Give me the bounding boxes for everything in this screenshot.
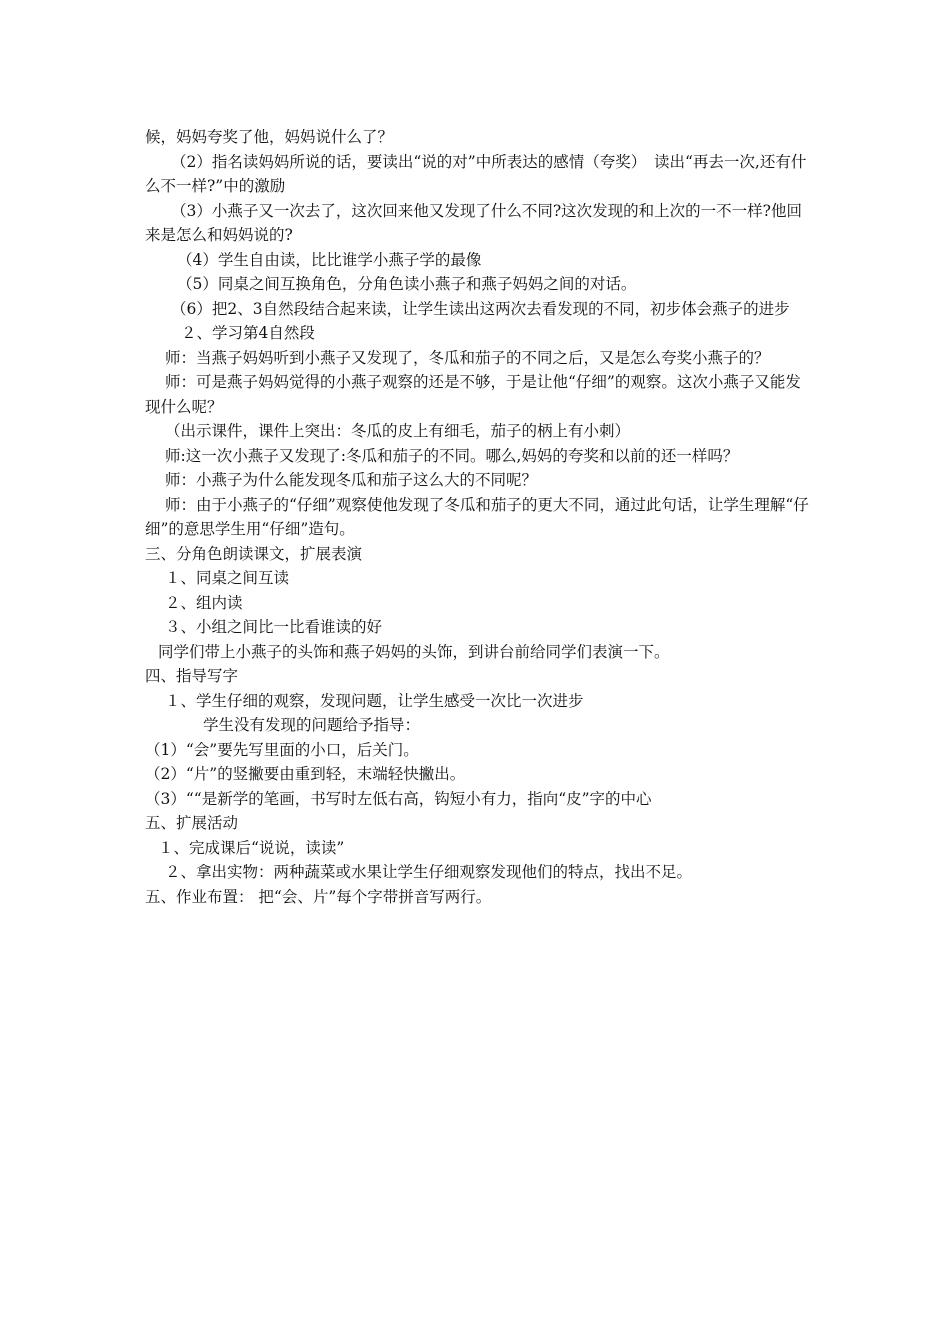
paragraph-21: 学生没有发现的问题给予指导： [203, 716, 421, 734]
paragraph-23: （2）“片”的竖撇要由重到轻，末端轻快撇出。 [145, 765, 466, 783]
section-heading-3: 三、分角色朗读课文，扩展表演 [145, 544, 363, 563]
paragraph-18: 同学们带上小燕子的头饰和燕子妈妈的头饰，到讲台前给同学们表演一下。 [158, 642, 670, 661]
paragraph-5: （5）同桌之间互换角色，分角色读小燕子和燕子妈妈之间的对话。 [177, 275, 637, 293]
document-body [145, 125, 815, 909]
paragraph-13: 师：由于小燕子的“仔细”观察使他发现了冬瓜和茄子的更大不同，通过此句话，让学生理解“仔细”的意思学生用“仔细”造句。 [145, 495, 809, 538]
section-heading-4: 四、指导写字 [145, 667, 239, 685]
paragraph-2: （2）指名读妈妈所说的话，要读出“说的对”中所表达的感情（夸奖） 读出“再去一次,还有什么不一样?”中的激励 [145, 152, 807, 195]
paragraph-27: ２、拿出实物：两种蔬菜或水果让学生仔细观察发现他们的特点，找出不足。 [165, 863, 693, 881]
section-heading-5: 五、扩展活动 [145, 814, 239, 832]
paragraph-11: 师:这一次小燕子又发现了:冬瓜和茄子的不同。哪么,妈妈的夸奖和以前的还一样吗？ [165, 446, 739, 465]
paragraph-12: 师：小燕子为什么能发现冬瓜和茄子这么大的不同呢？ [165, 471, 538, 489]
paragraph-15: １、同桌之间互读 [165, 569, 290, 587]
paragraph-1: 候，妈妈夸奖了他，妈妈说什么了？ [145, 128, 394, 146]
paragraph-9: 师：可是燕子妈妈觉得的小燕子观察的还是不够，于是让他“仔细”的观察。这次小燕子又能发现什么呢？ [145, 373, 801, 416]
paragraph-8: 师：当燕子妈妈听到小燕子又发现了，冬瓜和茄子的不同之后，又是怎么夸奖小燕子的？ [165, 348, 770, 367]
section-heading-homework: 五、作业布置： 把“会、片”每个字带拼音写两行。 [145, 887, 492, 906]
paragraph-26: １、完成课后“说说，读读” [158, 838, 345, 857]
paragraph-4: （4）学生自由读，比比谁学小燕子学的最像 [177, 250, 482, 269]
paragraph-17: ３、小组之间比一比看谁读的好 [165, 618, 383, 636]
paragraph-22: （1）“会”要先写里面的小口，后关门。 [145, 740, 419, 759]
paragraph-10: （出示课件，课件上突出：冬瓜的皮上有细毛，茄子的柄上有小刺） [165, 422, 631, 440]
paragraph-16: ２、组内读 [165, 593, 243, 612]
paragraph-6: （6）把2、3自然段结合起来读，让学生读出这两次去看发现的不同，初步体会燕子的进步 [171, 299, 790, 318]
paragraph-3: （3）小燕子又一次去了，这次回来他又发现了什么不同?这次发现的和上次的一不一样?他回来是怎么和妈妈说的? [145, 201, 802, 244]
paragraph-7: ２、学习第4自然段 [181, 324, 315, 342]
paragraph-24: （3）““是新学的笔画，书写时左低右高，钩短小有力，指向“皮”字的中心 [145, 789, 652, 808]
paragraph-20: １、学生仔细的观察，发现问题，让学生感受一次比一次进步 [165, 691, 584, 710]
